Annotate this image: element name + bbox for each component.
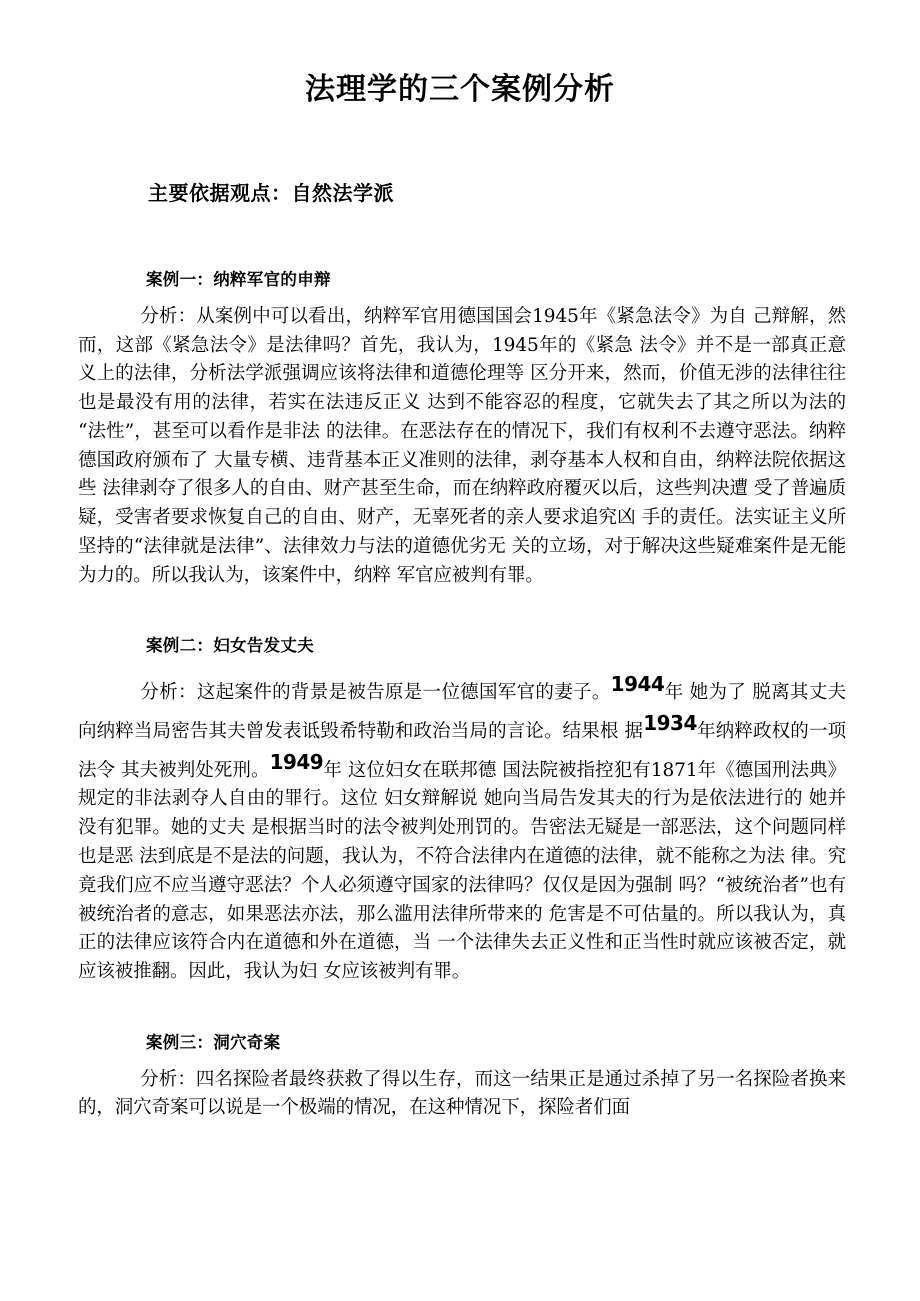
case-text-2-part-1: 这起案件的背景是被告原是一位德国军官的妻子。 [196, 682, 611, 704]
page-title: 法理学的三个案例分析 [305, 72, 615, 107]
case-text-2-part-3: 年纳粹政权的一项法令 其夫被判处死刑。 [78, 720, 846, 781]
case-paragraph-1 [78, 303, 846, 591]
case-text-1: 从案例中可以看出，纳粹军官用德国国会1945年《紧急法令》为自 己辩解，然而，这部《紧急法令》是法律吗？首先，我认为，1945年的《紧急 法令》并不是一部真正意义上的法律，分析法学派强调应该将法律和道德伦理等 区分开来，然而，价值无涉的法律往往也是最没有用的法律，若实在法违反正义 达到不能容忍的程度，它就失去了其之所以为法的“法性”，甚至可以看作是非法 的法律。在恶法存在的情况下，我们有权利不去遵守恶法。纳粹德国政府颁布了 大量专横、违背基本正义准则的法律，剥夺基本人权和自由，纳粹法院依据这些 法律剥夺了很多人的自由、财产甚至生命，而在纳粹政府覆灭以后，这些判决遭 受了普遍质疑，受害者要求恢复自己的自由、财产，无辜死者的亲人要求追究凶 手的责任。法实证主义所坚持的“法律就是法律”、法律效力与法的道德优劣无 关的立场，对于解决这些疑难案件是无能为力的。所以我认为，该案件中，纳粹 军官应被判有罪。 [78, 305, 847, 586]
analysis-label-1: 分析： [140, 305, 197, 327]
case-paragraph-2 [78, 669, 846, 987]
case-heading-2: 案例二：妇女告发丈夫 [146, 636, 314, 656]
case-text-3: 四名探险者最终获救了得以生存，而这一结果正是通过杀掉了另一名探险者换来的，洞穴奇案可以说是一个极端的情况，在这种情况下，探险者们面 [78, 1068, 846, 1119]
year-1944: 1944 [610, 672, 665, 697]
case-text-2-part-2: 年 她为了 脱离其丈夫 向纳粹当局密告其夫曾发表诋毁希特勒和政治当局的言论。结果根 据 [78, 682, 846, 742]
year-1949: 1949 [269, 749, 324, 774]
case-text-2-part-4: 年 这位妇女在联邦德 国法院被指控犯有1871年《德国刑法典》规定的非法剥夺人自由的罪行。这位 妇女辩解说 她向当局告发其夫的行为是依法进行的 她并没有犯罪。她的丈夫 是根据当时的法令被判处刑罚的。告密法无疑是一部恶法，这个问题同样也是恶 法到底是不是法的问题，我认为，不符合法律内在道德的法律，就不能称之为法 律。究竟我们应不应当遵守恶法？个人必须遵守国家的法律吗？仅仅是因为强制 吗？“被统治者”也有被统治者的意志，如果恶法亦法，那么滥用法律所带来的 危害是不可估量的。所以我认为，真正的法律应该符合内在道德和外在道德，当 一个法律失去正义性和正当性时就应该被否定，就应该被推翻。因此，我认为妇 女应该被判有罪。 [78, 759, 846, 983]
case-section-1 [78, 268, 846, 590]
case-section-3 [78, 1031, 846, 1123]
document-subtitle: 主要依据观点：自然法学派 [148, 181, 394, 205]
case-heading-3: 案例三：洞穴奇案 [146, 1032, 281, 1052]
case-heading-1: 案例一：纳粹军官的申辩 [146, 270, 331, 289]
document-body [78, 268, 846, 1123]
case-paragraph-3 [78, 1066, 846, 1124]
analysis-label-2: 分析： [140, 682, 197, 704]
analysis-label-3: 分析： [140, 1068, 196, 1090]
case-section-2 [78, 634, 846, 986]
year-1934: 1934 [643, 710, 697, 735]
